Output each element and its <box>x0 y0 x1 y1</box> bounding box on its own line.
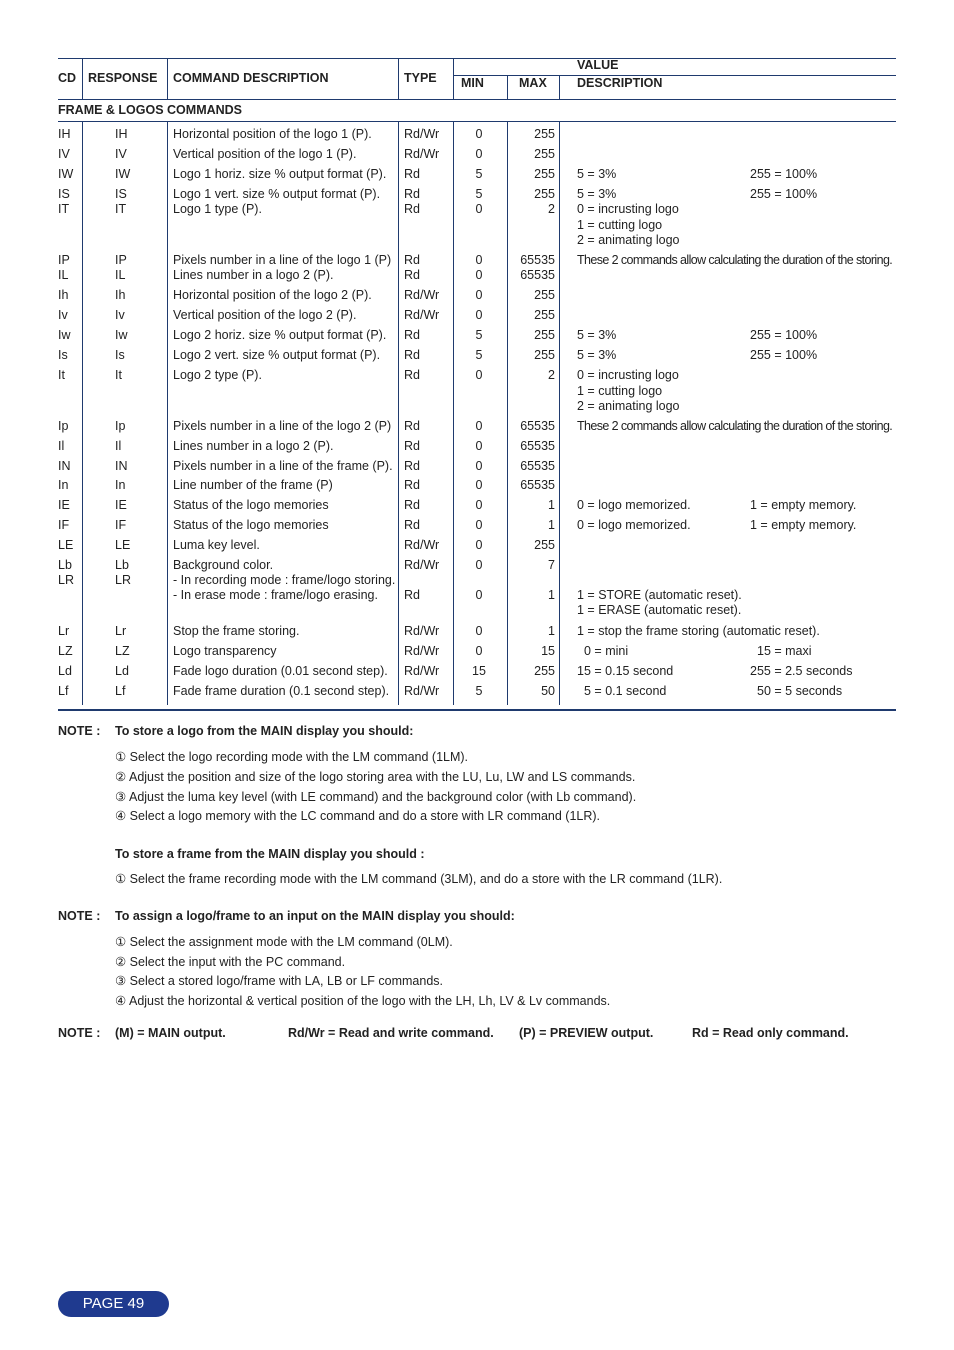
row-value-description: 1 = STORE (automatic reset). <box>577 588 742 602</box>
row-value-description: These 2 commands allow calculating the duration of the storing. <box>577 419 893 433</box>
row-response: IN <box>115 459 128 473</box>
row-cd: IL <box>58 268 69 282</box>
row-type: Rd/Wr <box>404 127 440 141</box>
row-response: Lf <box>115 684 126 698</box>
row-response: Ip <box>115 419 126 433</box>
row-min: 0 <box>475 459 483 473</box>
row-command-description: Logo 2 vert. size % output format (P). <box>173 348 381 362</box>
row-min: 0 <box>475 588 483 602</box>
row-min: 0 <box>475 624 483 638</box>
row-response: Iv <box>115 308 125 322</box>
row-max: 1 <box>548 588 555 602</box>
row-max: 15 <box>541 644 555 658</box>
row-type: Rd <box>404 419 420 433</box>
row-max: 1 <box>548 624 555 638</box>
row-type: Rd <box>404 202 420 216</box>
row-max: 255 <box>534 167 555 181</box>
section-title: FRAME & LOGOS COMMANDS <box>58 103 243 117</box>
note-label: NOTE : <box>58 1026 101 1040</box>
frame-store-heading: To store a frame from the MAIN display you should : <box>115 847 425 861</box>
row-value-description: 0 = logo memorized. <box>577 498 691 512</box>
row-max: 255 <box>534 288 555 302</box>
row-max: 1 <box>548 498 555 512</box>
row-cd: It <box>58 368 65 382</box>
row-value-description: 5 = 3% <box>577 348 617 362</box>
row-command-description: Logo 2 horiz. size % output format (P). <box>173 328 387 342</box>
row-response: IV <box>115 147 127 161</box>
row-cd: Iw <box>58 328 71 342</box>
row-command-description: Logo transparency <box>173 644 277 658</box>
row-type: Rd <box>404 368 420 382</box>
row-max: 2 <box>548 368 555 382</box>
row-response: It <box>115 368 122 382</box>
col-divider <box>559 121 560 705</box>
row-value-description-2: 255 = 100% <box>750 328 818 342</box>
row-value-description: 0 = incrusting logo <box>577 368 679 382</box>
row-type: Rd/Wr <box>404 147 440 161</box>
row-command-description: Pixels number in a line of the frame (P). <box>173 459 393 473</box>
logo-store-heading: To store a logo from the MAIN display you should: <box>115 724 414 738</box>
row-cd: IT <box>58 202 70 216</box>
col-cd-header: CD <box>58 71 77 85</box>
row-type: Rd <box>404 459 420 473</box>
row-cd: IF <box>58 518 70 532</box>
row-response: Is <box>115 348 125 362</box>
col-value-header: VALUE <box>577 58 619 72</box>
row-cd: LE <box>58 538 74 552</box>
row-response: Lr <box>115 624 127 638</box>
row-command-description: Horizontal position of the logo 2 (P). <box>173 288 372 302</box>
row-type: Rd/Wr <box>404 558 440 572</box>
row-min: 0 <box>475 308 483 322</box>
row-type: Rd/Wr <box>404 308 440 322</box>
row-cd: In <box>58 478 69 492</box>
assign-step: ① Select the assignment mode with the LM command (0LM). <box>115 935 453 949</box>
row-value-description-2: 50 = 5 seconds <box>757 684 843 698</box>
row-max: 65535 <box>520 459 555 473</box>
header-top-rule <box>58 58 896 59</box>
row-max: 255 <box>534 538 555 552</box>
row-cd: IP <box>58 253 70 267</box>
row-response: IW <box>115 167 131 181</box>
row-command-description: Background color. <box>173 558 274 572</box>
row-min: 0 <box>475 538 483 552</box>
row-min: 0 <box>475 439 483 453</box>
row-response: IF <box>115 518 127 532</box>
row-cd: LZ <box>58 644 73 658</box>
row-command-description: Luma key level. <box>173 538 260 552</box>
row-type: Rd <box>404 187 420 201</box>
row-max: 65535 <box>520 478 555 492</box>
row-max: 65535 <box>520 439 555 453</box>
note-label: NOTE : <box>58 909 101 923</box>
row-type: Rd <box>404 348 420 362</box>
row-max: 255 <box>534 348 555 362</box>
row-cd: IW <box>58 167 74 181</box>
row-command-description: Pixels number in a line of the logo 2 (P) <box>173 419 392 433</box>
row-min: 0 <box>475 644 483 658</box>
row-value-description: 5 = 3% <box>577 187 617 201</box>
row-type: Rd <box>404 439 420 453</box>
row-value-description: 1 = cutting logo <box>577 384 663 398</box>
row-command-description: Status of the logo memories <box>173 498 329 512</box>
row-min: 0 <box>475 268 483 282</box>
row-max: 255 <box>534 147 555 161</box>
row-max: 2 <box>548 202 555 216</box>
row-type: Rd/Wr <box>404 644 440 658</box>
row-command-description: Lines number in a logo 2 (P). <box>173 268 334 282</box>
row-command-description: Logo 2 type (P). <box>173 368 262 382</box>
section-rule <box>58 121 896 122</box>
row-response: IE <box>115 498 127 512</box>
row-max: 65535 <box>520 253 555 267</box>
row-response: In <box>115 478 126 492</box>
logo-store-step: ① Select the logo recording mode with the LM command (1LM). <box>115 750 469 764</box>
assign-step: ④ Adjust the horizontal & vertical position of the logo with the LH, Lh, LV & Lv commands. <box>115 994 611 1008</box>
row-response: Il <box>115 439 122 453</box>
row-command-description: Line number of the frame (P) <box>173 478 333 492</box>
col-divider <box>398 121 399 705</box>
row-command-description: Vertical position of the logo 1 (P). <box>173 147 357 161</box>
legend-main: (M) = MAIN output. <box>115 1026 226 1040</box>
row-cd: Lf <box>58 684 69 698</box>
row-type: Rd/Wr <box>404 288 440 302</box>
col-description-header: DESCRIPTION <box>577 76 663 90</box>
col-divider <box>82 121 83 705</box>
row-cd: Ih <box>58 288 69 302</box>
row-min: 5 <box>475 187 483 201</box>
row-type: Rd <box>404 268 420 282</box>
row-min: 0 <box>475 147 483 161</box>
row-command-description: Pixels number in a line of the logo 1 (P) <box>173 253 392 267</box>
row-min: 5 <box>475 167 483 181</box>
logo-store-step: ③ Adjust the luma key level (with LE command) and the background color (with Lb command). <box>115 790 637 804</box>
row-value-description-2: 255 = 100% <box>750 348 818 362</box>
row-cd: Lb <box>58 558 72 572</box>
row-response: IT <box>115 202 127 216</box>
row-command-description: Logo 1 vert. size % output format (P). <box>173 187 381 201</box>
row-type: Rd <box>404 253 420 267</box>
row-value-description: 5 = 0.1 second <box>584 684 667 698</box>
legend-rd: Rd = Read only command. <box>692 1026 849 1040</box>
row-max: 255 <box>534 308 555 322</box>
legend-preview: (P) = PREVIEW output. <box>519 1026 654 1040</box>
row-value-description-2: 15 = maxi <box>757 644 812 658</box>
row-max: 65535 <box>520 419 555 433</box>
row-command-description: Logo 1 type (P). <box>173 202 262 216</box>
row-command-description: Lines number in a logo 2 (P). <box>173 439 334 453</box>
row-command-description: - In recording mode : frame/logo storing. <box>173 573 396 587</box>
row-min: 0 <box>475 288 483 302</box>
row-value-description: 1 = stop the frame storing (automatic reset). <box>577 624 820 638</box>
row-max: 255 <box>534 664 555 678</box>
row-type: Rd/Wr <box>404 664 440 678</box>
row-response: LE <box>115 538 131 552</box>
row-min: 0 <box>475 419 483 433</box>
row-response: Ld <box>115 664 129 678</box>
row-type: Rd <box>404 498 420 512</box>
row-cd: Lr <box>58 624 70 638</box>
row-cd: IE <box>58 498 70 512</box>
row-type: Rd <box>404 518 420 532</box>
row-value-description: 2 = animating logo <box>577 233 680 247</box>
col-divider <box>453 58 454 99</box>
row-command-description: Fade logo duration (0.01 second step). <box>173 664 388 678</box>
col-divider <box>167 121 168 705</box>
row-max: 65535 <box>520 268 555 282</box>
row-cd: IH <box>58 127 71 141</box>
row-value-description: These 2 commands allow calculating the duration of the storing. <box>577 253 893 267</box>
col-divider <box>453 121 454 705</box>
row-type: Rd <box>404 328 420 342</box>
row-value-description: 15 = 0.15 second <box>577 664 674 678</box>
row-cd: Ld <box>58 664 72 678</box>
row-max: 255 <box>534 328 555 342</box>
row-cd: LR <box>58 573 74 587</box>
page-number-badge: PAGE 49 <box>58 1291 169 1317</box>
row-response: LR <box>115 573 131 587</box>
col-divider <box>398 58 399 99</box>
row-type: Rd/Wr <box>404 624 440 638</box>
row-value-description-2: 1 = empty memory. <box>750 498 857 512</box>
row-value-description-2: 255 = 100% <box>750 167 818 181</box>
row-min: 5 <box>475 328 483 342</box>
row-value-description: 1 = ERASE (automatic reset). <box>577 603 742 617</box>
row-response: Ih <box>115 288 126 302</box>
row-min: 0 <box>475 253 483 267</box>
row-value-description: 5 = 3% <box>577 167 617 181</box>
row-command-description: Fade frame duration (0.1 second step). <box>173 684 390 698</box>
assign-step: ③ Select a stored logo/frame with LA, LB or LF commands. <box>115 974 444 988</box>
logo-store-step: ④ Select a logo memory with the LC command and do a store with LR command (1LR). <box>115 809 601 823</box>
row-response: LZ <box>115 644 130 658</box>
row-command-description: - In erase mode : frame/logo erasing. <box>173 588 378 602</box>
col-min-header: MIN <box>461 76 484 90</box>
row-response: IP <box>115 253 127 267</box>
header-bottom-rule <box>58 99 896 100</box>
row-cd: Ip <box>58 419 69 433</box>
row-min: 0 <box>475 202 483 216</box>
row-max: 7 <box>548 558 555 572</box>
row-command-description: Logo 1 horiz. size % output format (P). <box>173 167 387 181</box>
note-label: NOTE : <box>58 724 101 738</box>
row-response: IS <box>115 187 127 201</box>
row-cd: Is <box>58 348 68 362</box>
legend-rdwr: Rd/Wr = Read and write command. <box>288 1026 494 1040</box>
row-value-description: 0 = logo memorized. <box>577 518 691 532</box>
row-command-description: Vertical position of the logo 2 (P). <box>173 308 357 322</box>
row-max: 1 <box>548 518 555 532</box>
row-value-description-2: 255 = 2.5 seconds <box>750 664 853 678</box>
col-divider <box>167 58 168 99</box>
col-type-header: TYPE <box>404 71 437 85</box>
row-command-description: Stop the frame storing. <box>173 624 300 638</box>
row-type: Rd <box>404 478 420 492</box>
row-value-description-2: 255 = 100% <box>750 187 818 201</box>
row-response: Lb <box>115 558 129 572</box>
row-type: Rd <box>404 167 420 181</box>
col-divider <box>559 75 560 99</box>
frame-store-step: ① Select the frame recording mode with the LM command (3LM), and do a store with the LR command (1LR). <box>115 872 723 886</box>
row-min: 0 <box>475 518 483 532</box>
table-bottom-rule <box>58 709 896 711</box>
row-max: 50 <box>541 684 555 698</box>
row-min: 0 <box>475 368 483 382</box>
row-min: 5 <box>475 348 483 362</box>
row-max: 255 <box>534 127 555 141</box>
row-cd: IS <box>58 187 70 201</box>
row-value-description: 1 = cutting logo <box>577 218 663 232</box>
col-divider <box>507 75 508 99</box>
col-max-header: MAX <box>519 76 547 90</box>
row-min: 0 <box>475 558 483 572</box>
assign-step: ② Select the input with the PC command. <box>115 955 346 969</box>
row-min: 5 <box>475 684 483 698</box>
col-response-header: RESPONSE <box>88 71 158 85</box>
row-min: 0 <box>475 478 483 492</box>
row-type: Rd/Wr <box>404 538 440 552</box>
row-type: Rd/Wr <box>404 684 440 698</box>
row-response: IH <box>115 127 128 141</box>
row-response: Iw <box>115 328 128 342</box>
assign-heading: To assign a logo/frame to an input on the MAIN display you should: <box>115 909 515 923</box>
row-min: 0 <box>475 498 483 512</box>
row-response: IL <box>115 268 126 282</box>
row-min: 15 <box>472 664 486 678</box>
row-value-description: 0 = incrusting logo <box>577 202 679 216</box>
row-value-description: 0 = mini <box>584 644 629 658</box>
row-command-description: Horizontal position of the logo 1 (P). <box>173 127 372 141</box>
row-cd: IV <box>58 147 70 161</box>
row-command-description: Status of the logo memories <box>173 518 329 532</box>
row-cd: Iv <box>58 308 68 322</box>
row-max: 255 <box>534 187 555 201</box>
row-value-description: 5 = 3% <box>577 328 617 342</box>
row-min: 0 <box>475 127 483 141</box>
col-divider <box>82 58 83 99</box>
row-type: Rd <box>404 588 420 602</box>
logo-store-step: ② Adjust the position and size of the logo storing area with the LU, Lu, LW and LS commands. <box>115 770 636 784</box>
row-value-description: 2 = animating logo <box>577 399 680 413</box>
row-cd: IN <box>58 459 71 473</box>
row-value-description-2: 1 = empty memory. <box>750 518 857 532</box>
row-cd: Il <box>58 439 65 453</box>
col-command-description-header: COMMAND DESCRIPTION <box>173 71 329 85</box>
